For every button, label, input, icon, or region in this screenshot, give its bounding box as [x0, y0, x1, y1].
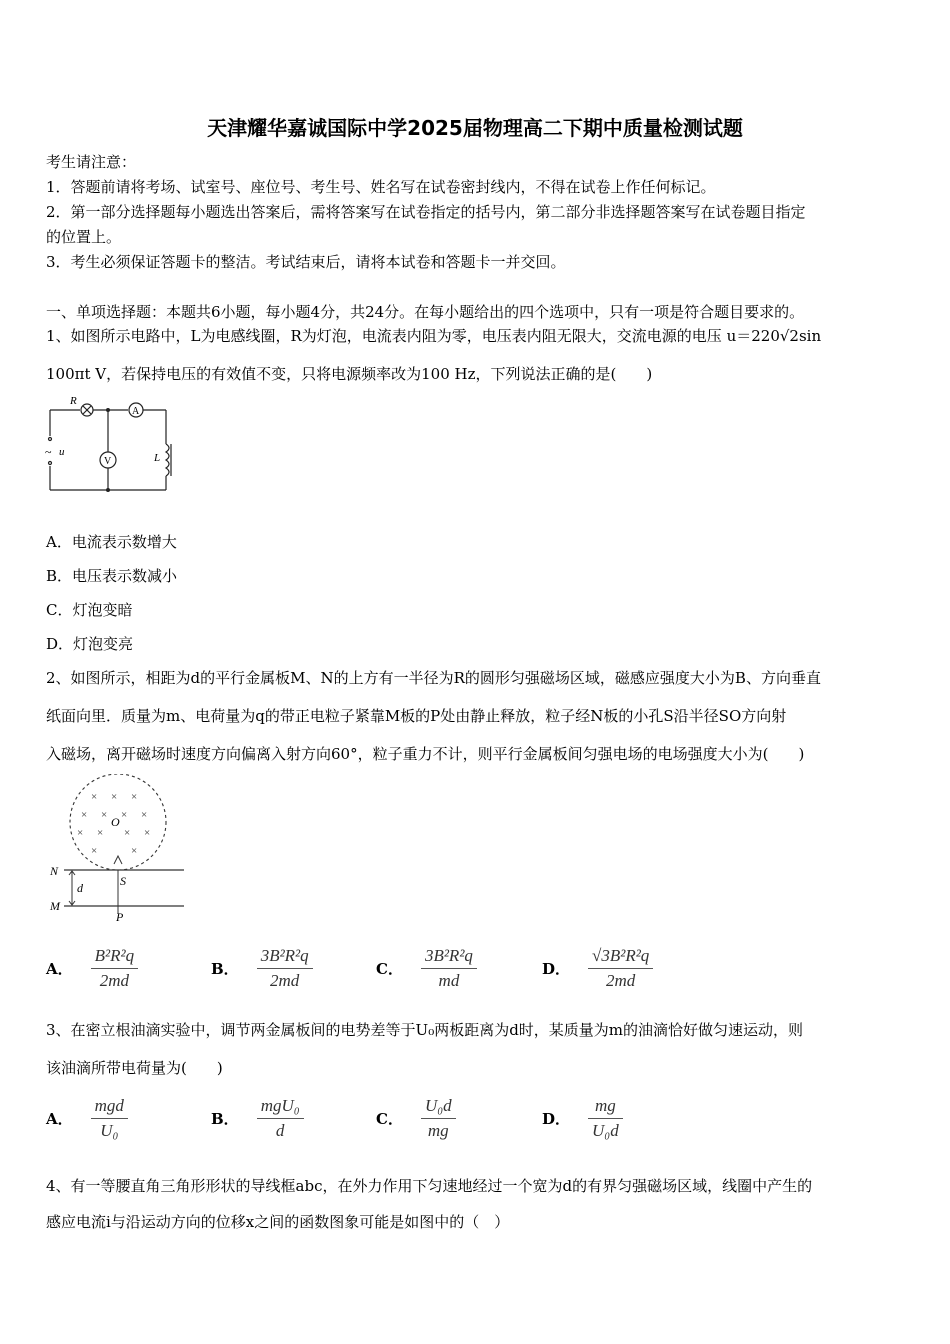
q1-circuit-figure — [40, 392, 190, 502]
q2-text-line: 纸面向里．质量为m、电荷量为q的带正电粒子紧靠M板的P处由静止释放，粒子经N板的小孔S沿半径SO方向射 — [46, 707, 787, 725]
cross-mark: × — [131, 791, 138, 803]
q4-text-line: 4、有一等腰直角三角形形状的导线框abc，在外力作用下匀速地经过一个宽为d的有界匀强磁场区域，线圈中产生的 — [46, 1177, 813, 1195]
fraction: $\frac{\text{mgd}}{\text{U₀}}$ — [91, 1094, 128, 1143]
cross-mark: × — [141, 809, 148, 821]
voltmeter-label: V — [104, 456, 112, 467]
q2-option-d: D． $\frac{\text{√3B²R²q}}{2md}$ — [542, 940, 653, 996]
notice-item: 1．答题前请将考场、试室号、座位号、考生号、姓名写在试卷密封线内，不得在试卷上作任何标记。 — [46, 178, 716, 196]
q1-option-d: D．灯泡变亮 — [46, 635, 134, 653]
cross-mark: × — [124, 827, 131, 839]
fraction: $\frac{\text{mgU₀}}{d}$ — [257, 1094, 304, 1143]
cross-mark: × — [144, 827, 151, 839]
cross-mark: × — [111, 791, 118, 803]
page-title: 天津耀华嘉诚国际中学2025届物理高二下期中质量检测试题 — [207, 116, 743, 140]
q2-option-b: B． $\frac{\text{3B²R²q}}{2md}$ — [211, 940, 313, 996]
q3-option-b: B． $\frac{\text{mgU₀}}{d}$ — [211, 1090, 304, 1146]
source-symbol: ~ — [45, 445, 52, 459]
fraction: $\frac{\text{B²R²q}}{2md}$ — [91, 944, 138, 993]
q2-option-c: C． $\frac{\text{3B²R²q}}{md}$ — [376, 940, 477, 996]
q2-text-line: 2、如图所示，相距为d的平行金属板M、N的上方有一半径为R的圆形匀强磁场区域，磁感应强度大小为B、方向垂直 — [46, 669, 821, 687]
distance-label: d — [77, 881, 83, 895]
plate-n-label: N — [50, 864, 59, 878]
q3-option-c: C． $\frac{\text{U₀d}}{mg}$ — [376, 1090, 456, 1146]
notice-heading: 考生请注意： — [46, 153, 137, 171]
cross-mark: × — [131, 845, 138, 857]
ammeter-label: A — [132, 406, 140, 417]
cross-mark: × — [77, 827, 84, 839]
section-heading: 一、单项选择题：本题共6小题，每小题4分，共24分。在每小题给出的四个选项中，只有一项是符合题目要求的。 — [46, 303, 805, 321]
q1-option-a: A．电流表示数增大 — [46, 533, 177, 551]
resistor-label: R — [70, 395, 77, 407]
fraction: $\frac{\text{3B²R²q}}{2md}$ — [257, 944, 313, 993]
q1-option-b: B．电压表示数减小 — [46, 567, 178, 585]
q2-option-a: A． $\frac{\text{B²R²q}}{2md}$ — [46, 940, 138, 996]
q1-text-line: 1、如图所示电路中，L为电感线圈，R为灯泡，电流表内阻为零，电压表内阻无限大，交流电源的电压 u＝220√2sin — [46, 327, 822, 345]
fraction: $\frac{\text{U₀d}}{mg}$ — [421, 1094, 456, 1143]
cross-mark: × — [81, 809, 88, 821]
q2-field-figure — [44, 774, 194, 924]
cross-mark: × — [97, 827, 104, 839]
notice-item: 3．考生必须保证答题卡的整洁。考试结束后，请将本试卷和答题卡一并交回。 — [46, 253, 566, 271]
q2-options — [46, 940, 906, 996]
q1-option-c: C．灯泡变暗 — [46, 601, 133, 619]
q3-text-line: 3、在密立根油滴实验中，调节两金属板间的电势差等于U₀两板距离为d时，某质量为m的油滴恰好做匀速运动，则 — [46, 1021, 804, 1039]
q2-text-line: 入磁场，离开磁场时速度方向偏离入射方向60°，粒子重力不计，则平行金属板间匀强电场的电场强度大小为( ) — [46, 745, 805, 763]
cross-mark: × — [91, 791, 98, 803]
center-label: O — [111, 815, 120, 829]
fraction: $\frac{\text{√3B²R²q}}{2md}$ — [588, 944, 653, 993]
q3-option-a: A． $\frac{\text{mgd}}{\text{U₀}}$ — [46, 1090, 128, 1146]
q4-text-line: 感应电流i与沿运动方向的位移x之间的函数图象可能是如图中的（ ） — [46, 1213, 510, 1231]
plate-m-label: M — [50, 899, 60, 913]
q3-options — [46, 1090, 906, 1146]
q1-text-line: 100πt V，若保持电压的有效值不变，只将电源频率改为100 Hz，下列说法正确的是( ) — [46, 365, 653, 383]
source-label: u — [59, 446, 65, 458]
hole-s-label: S — [120, 874, 126, 888]
cross-mark: × — [121, 809, 128, 821]
cross-mark: × — [91, 845, 98, 857]
inductor-label: L — [154, 452, 161, 464]
notice-item: 的位置上。 — [46, 228, 122, 246]
q3-text-line: 该油滴所带电荷量为( ) — [46, 1059, 223, 1077]
point-p-label: P — [116, 910, 124, 924]
fraction: $\frac{\text{3B²R²q}}{md}$ — [421, 944, 477, 993]
fraction: $\frac{mg}{\text{U₀d}}$ — [588, 1094, 623, 1143]
notice-item: 2．第一部分选择题每小题选出答案后，需将答案写在试卷指定的括号内，第二部分非选择题答案写在试卷题目指定 — [46, 203, 806, 221]
q3-option-d: D． $\frac{mg}{\text{U₀d}}$ — [542, 1090, 623, 1146]
cross-mark: × — [101, 809, 108, 821]
